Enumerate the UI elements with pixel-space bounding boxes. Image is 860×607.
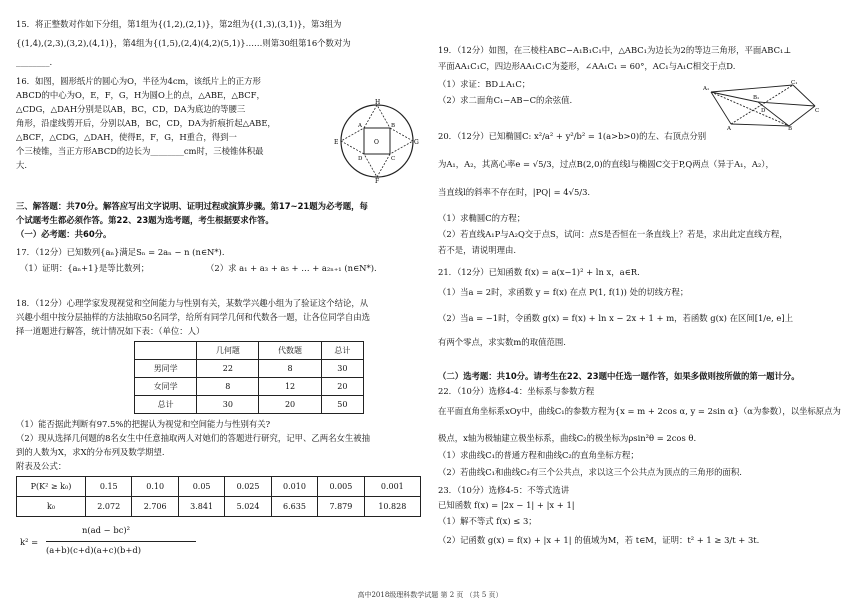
- q16-line: △BCF，△CDG，△DAH，使得E，F，G，H重合，得到一: [16, 132, 237, 142]
- q17-part2: （2）求 a₁ + a₃ + a₅ + … + a₂ₙ₊₁ (n∈N*).: [206, 263, 377, 273]
- q19-line: 平面AA₁C₁C，四边形AA₁C₁C为菱形，∠AA₁C₁ = 60°，AC₁与A₁C相交于点D.: [438, 61, 736, 71]
- fig19-label: A₁: [703, 86, 710, 92]
- table-row: [17, 477, 421, 497]
- table-cell: 女同学: [135, 378, 197, 396]
- table-header-cell: 总计: [321, 342, 363, 360]
- q23-line: （2）记函数 g(x) = f(x) + |x + 1| 的值域为M，若 t∈M，证明：t² + 1 ≥ 3/t + 3t.: [438, 535, 760, 545]
- q23-line: 23．（10分）选修4-5：不等式选讲: [438, 485, 570, 495]
- q15-line1: 15．将正整数对作如下分组，第1组为{(1,2),(2,1)}，第2组为{(1,3),(3,1)}，第3组为: [16, 19, 342, 29]
- table-cell: 3.841: [178, 497, 224, 517]
- q21-line: 21．（12分）已知函数 f(x) = a(x−1)² + ln x，a∈R.: [438, 267, 640, 277]
- q15-line2: {(1,4),(2,3),(3,2),(4,1)}，第4组为{(1,5),(2,4)(4,2)(5,1)}……则第30组第16个数对为: [16, 38, 351, 48]
- formula-lhs: k² =: [20, 537, 39, 547]
- q20-line: （1）求椭圆C的方程；: [438, 213, 526, 223]
- fig16-label: D: [358, 156, 363, 162]
- q20-line: 若不是，请说明理由.: [438, 245, 517, 255]
- table-cell: 0.001: [364, 477, 420, 497]
- table-header-cell: 代数题: [259, 342, 321, 360]
- table-cell: 0.010: [271, 477, 317, 497]
- table-row: [135, 360, 364, 378]
- q18-formula: [20, 524, 240, 560]
- table-cell: 0.05: [178, 477, 224, 497]
- optional-section-heading: （二）选考题：共10分。请考生在22、23题中任选一题作答，如果多做则按所做的第一题计分。: [438, 371, 800, 381]
- section3-heading: 三、解答题：共70分。解答应写出文字说明、证明过程或演算步骤。第17~21题为必考题，每: [16, 201, 368, 211]
- table-cell: 2.072: [86, 497, 132, 517]
- fig16-label: F: [375, 178, 380, 184]
- q18-after: （1）能否据此判断有97.5%的把握认为视觉和空间能力与性别有关?: [16, 419, 271, 429]
- fraction-bar: [46, 541, 196, 542]
- q18-after: 到的人数为X，求X的分布列及数学期望.: [16, 447, 165, 457]
- table-cell: 0.025: [225, 477, 271, 497]
- q22-line: 在平面直角坐标系xOy中，曲线C₁的参数方程为{x = m + 2cos α, y = 2sin α}（α为参数），以坐标原点为: [438, 406, 841, 416]
- table-cell: 总计: [135, 396, 197, 414]
- q18-line: 择一道题进行解答，统计情况如下表：（单位：人）: [16, 326, 205, 336]
- table-cell: 10.828: [364, 497, 420, 517]
- q15-line3: ________.: [16, 57, 53, 67]
- table-row: [135, 378, 364, 396]
- table-cell: 0.15: [86, 477, 132, 497]
- fig16-label: A: [358, 123, 362, 129]
- formula-denominator: (a+b)(c+d)(a+c)(b+d): [46, 545, 142, 555]
- q18-critical-value-table: [16, 476, 421, 517]
- q20-line: 为A₁，A₂，其离心率e = √5/3，过点B(2,0)的直线l与椭圆C交于P,Q两点（异于A₁，A₂），: [438, 159, 774, 169]
- q18-table: [134, 341, 364, 414]
- q16-line: 个三棱锥，当正方形ABCD的边长为________cm时，三棱锥体积最: [16, 146, 264, 156]
- q18-after: 附表及公式：: [16, 461, 67, 471]
- table-cell: 男同学: [135, 360, 197, 378]
- table-cell: 8: [197, 378, 259, 396]
- q21-line: （1）当a = 2时，求函数 y = f(x) 在点 P(1, f(1)) 处的切线方程；: [438, 287, 689, 297]
- table-cell: 6.635: [271, 497, 317, 517]
- q23-line: 已知函数 f(x) = |2x − 1| + |x + 1|: [438, 500, 575, 510]
- table-cell: 12: [259, 378, 321, 396]
- q22-line: （1）求曲线C₁的普通方程和曲线C₂的直角坐标方程；: [438, 450, 639, 460]
- fig19-label: B₁: [753, 95, 760, 101]
- table-cell: P(K² ≥ k₀): [17, 477, 86, 497]
- q16-line: 大.: [16, 160, 28, 170]
- table-cell: 2.706: [132, 497, 178, 517]
- q20-line: 当直线l的斜率不存在时，|PQ| = 4√5/3.: [438, 187, 591, 197]
- q18-line: 兴趣小组中按分层抽样的方法抽取50名同学，给所有同学几何和代数各一题，让各位同学自由选: [16, 312, 371, 322]
- fig16-label: G: [414, 139, 419, 146]
- q18-line: 18．（12分）心理学家发现视觉和空间能力与性别有关，某数学兴趣小组为了验证这个结论，从: [16, 298, 369, 308]
- q21-line: 有两个零点，求实数m的取值范围.: [438, 337, 566, 347]
- page-footer: 高中2018级理科数学试题 第 2 页 （共 5 页）: [357, 591, 503, 599]
- table-row: [135, 396, 364, 414]
- table-header-cell: 几何题: [197, 342, 259, 360]
- q17-part1: （1）证明：{aₙ+1}是等比数列；: [20, 263, 150, 273]
- q21-line: （2）当a = −1时，令函数 g(x) = f(x) + ln x − 2x + 1 + m，若函数 g(x) 在区间[1/e, e]上: [438, 313, 793, 323]
- fig16-label: E: [334, 139, 339, 146]
- table-cell: 50: [321, 396, 363, 414]
- q20-line: 20．（12分）已知椭圆C: x²/a² + y²/b² = 1(a>b>0)的左、右顶点分别: [438, 131, 707, 141]
- q16-circle-figure: [334, 98, 420, 184]
- q19-line: 19．（12分）如图，在三棱柱ABC−A₁B₁C₁中，△ABC₁为边长为2的等边三角形，平面ABC₁⊥: [438, 45, 792, 55]
- formula-numerator: n(ad − bc)²: [82, 525, 131, 535]
- fig16-label: O: [374, 139, 379, 146]
- table-cell: k₀: [17, 497, 86, 517]
- q23-line: （1）解不等式 f(x) ≤ 3；: [438, 516, 537, 526]
- q19-line: （1）求证：BD⊥A₁C；: [438, 79, 531, 89]
- q22-line: 极点，x轴为极轴建立极坐标系，曲线C₂的极坐标为ρsin²θ = 2cos θ.: [438, 433, 697, 443]
- table-cell: 20: [321, 378, 363, 396]
- section3-heading2: 个试题考生都必须作答。第22、23题为选考题，考生根据要求作答。: [16, 215, 274, 225]
- table-cell: 0.005: [318, 477, 364, 497]
- q19-line: （2）求二面角C₁−AB−C的余弦值.: [438, 95, 573, 105]
- table-cell: 22: [197, 360, 259, 378]
- q22-line: （2）若曲线C₁和曲线C₂有三个公共点，求以这三个公共点为顶点的三角形的面积.: [438, 467, 742, 477]
- table-row: [17, 497, 421, 517]
- fig19-label: A: [727, 126, 731, 130]
- fig19-label: D: [761, 108, 766, 114]
- table-cell: 30: [321, 360, 363, 378]
- q16-line: △CDG，△DAH分别是以AB，BC，CD，DA为底边的等腰三: [16, 104, 246, 114]
- table-cell: 0.10: [132, 477, 178, 497]
- table-cell: 8: [259, 360, 321, 378]
- fig19-label: C: [815, 108, 820, 114]
- table-cell: 7.879: [318, 497, 364, 517]
- table-cell: 5.024: [225, 497, 271, 517]
- table-cell: 30: [197, 396, 259, 414]
- q16-line: 角形，沿虚线剪开后，分别以AB，BC，CD，DA为折痕折起△ABE，: [16, 118, 276, 128]
- q16-line: 16．如图，圆形纸片的圆心为O，半径为4cm，该纸片上的正方形: [16, 76, 261, 86]
- fig16-label: H: [375, 99, 381, 106]
- q22-line: 22．（10分）选修4-4：坐标系与参数方程: [438, 386, 595, 396]
- q20-line: （2）若直线A₁P与A₂Q交于点S，试问：点S是否恒在一条直线上？若是，求出此定直线方程，: [438, 229, 788, 239]
- fig19-label: C₁: [791, 80, 798, 86]
- q17-stem: 17．（12分）已知数列{aₙ}满足Sₙ = 2aₙ − n (n∈N*).: [16, 247, 225, 257]
- section3-sub: （一）必考题：共60分。: [16, 229, 112, 239]
- fig16-label: C: [391, 156, 396, 162]
- q19-prism-figure: [703, 80, 821, 130]
- q18-after: （2）现从选择几何题的8名女生中任意抽取两人对她们的答题进行研究，记甲、乙两名女生被抽: [16, 433, 371, 443]
- fig19-label: B: [788, 126, 793, 130]
- table-cell: 20: [259, 396, 321, 414]
- q16-line: ABCD的中心为O，E，F，G，H为圆O上的点，△ABE，△BCF，: [16, 90, 265, 100]
- table-header-cell: [135, 342, 197, 360]
- fig16-label: B: [391, 123, 396, 129]
